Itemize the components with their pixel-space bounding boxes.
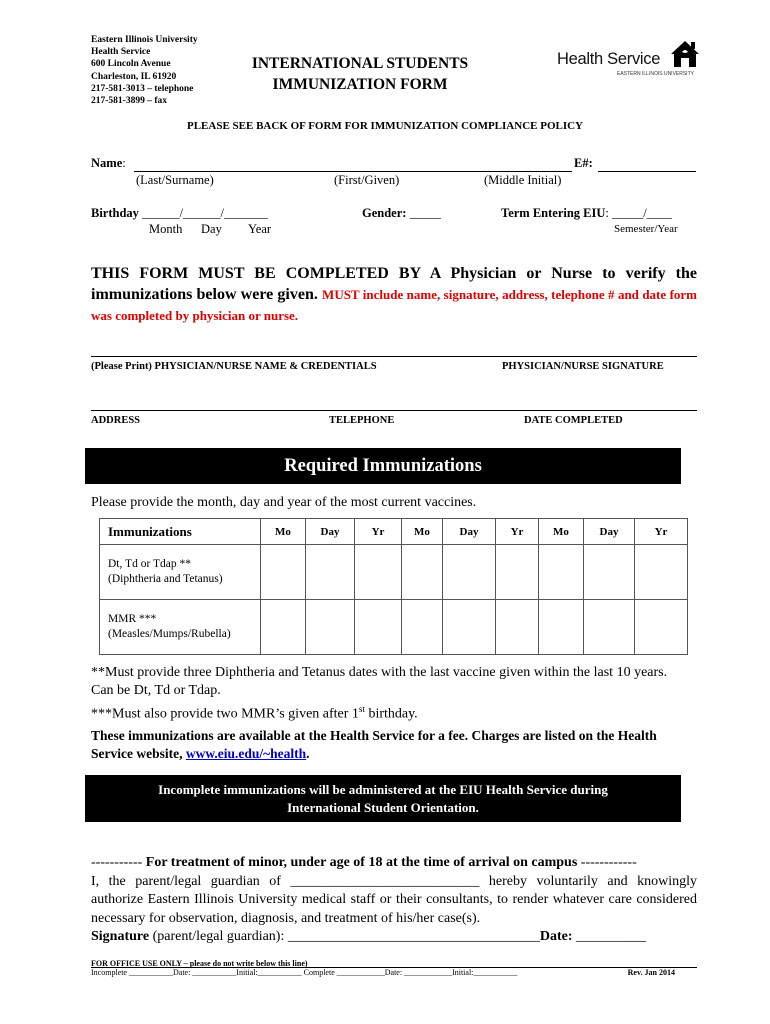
address-line: Eastern Illinois University (91, 35, 198, 45)
logo-text: Health Service (557, 50, 661, 68)
gender-label: Gender: (362, 206, 407, 220)
immunizations-header: Immunizations (100, 519, 261, 545)
address-line: 600 Lincoln Avenue (91, 59, 171, 70)
completion-statement (91, 263, 697, 326)
birthday-blank: ______/______/_______ (142, 206, 268, 220)
date-cell[interactable] (402, 545, 443, 600)
mmr-label: MMR *** (Measles/Mumps/Rubella) (100, 600, 261, 655)
availability-note: These immunizations are available at the Health Service for a fee. Charges are listed on the Health Service website, www.eiu.edu/~health. (91, 728, 657, 761)
date-cell[interactable] (306, 600, 355, 655)
term-field[interactable] (501, 206, 672, 221)
mmr-note: ***Must also provide two MMR’s given after 1st birthday. (91, 704, 418, 722)
immunization-table (99, 518, 688, 655)
date-cell[interactable] (635, 600, 688, 655)
date-cell[interactable] (261, 545, 306, 600)
date-cell[interactable] (496, 600, 539, 655)
gender-blank: _____ (409, 206, 441, 220)
birthday-label: Birthday (91, 206, 139, 220)
table-header-row (100, 519, 688, 545)
column-header: Yr (496, 519, 539, 545)
month-caption: Month (149, 222, 183, 236)
completion-bold-text: THIS FORM MUST BE COMPLETED BY A Physician or Nurse to verify the immunizations below were given. (91, 265, 697, 303)
date-cell[interactable] (539, 600, 584, 655)
name-field[interactable] (134, 171, 572, 172)
address-telephone-date-line[interactable] (91, 410, 697, 411)
compliance-notice: PLEASE SEE BACK OF FORM FOR IMMUNIZATION COMPLIANCE POLICY (186, 120, 584, 132)
date-cell[interactable] (261, 600, 306, 655)
column-header: Mo (261, 519, 306, 545)
date-cell[interactable] (443, 545, 496, 600)
column-header: Day (443, 519, 496, 545)
year-caption: Year (248, 222, 272, 236)
last-name-caption: (Last/Surname) (136, 173, 214, 187)
column-header: Day (306, 519, 355, 545)
physician-signature-caption: PHYSICIAN/NURSE SIGNATURE (502, 361, 664, 372)
address-line: Charleston, IL 61920 (91, 71, 177, 82)
office-use-section (91, 959, 697, 977)
minor-heading: ----------- For treatment of minor, under age of 18 at the time of arrival on campus ------------ (91, 855, 637, 870)
minor-consent-section (91, 854, 697, 947)
date-cell[interactable] (539, 545, 584, 600)
gender-field[interactable] (362, 206, 441, 221)
date-cell[interactable] (443, 600, 496, 655)
address-line: Health Service (91, 47, 151, 58)
address-caption: ADDRESS (91, 415, 141, 426)
column-header: Yr (355, 519, 402, 545)
office-use-heading: FOR OFFICE USE ONLY – please do not write below this line) (91, 959, 308, 968)
column-header: Mo (402, 519, 443, 545)
table-row (100, 545, 688, 600)
date-cell[interactable] (355, 600, 402, 655)
diphtheria-note: **Must provide three Diphtheria and Tetanus dates with the last vaccine given within the last 10 years. Can be Dt, Td or Tdap. (91, 665, 668, 698)
telephone-caption: TELEPHONE (329, 415, 395, 426)
column-header: Yr (635, 519, 688, 545)
revision-date: Rev. Jan 2014 (627, 968, 675, 977)
office-use-line: Incomplete ___________Date: ___________Initial:___________ Complete ____________Date: ____________Initial:___________ Rev. Jan 2014 (91, 968, 675, 977)
required-immunizations-heading: Required Immunizations (85, 448, 681, 484)
address-line: 217-581-3899 – fax (91, 96, 167, 107)
health-service-logo (557, 38, 702, 80)
birthday-field[interactable] (91, 206, 268, 221)
logo-subtitle: EASTERN ILLINOIS UNIVERSITY (617, 71, 694, 77)
date-completed-caption: DATE COMPLETED (524, 415, 623, 426)
vaccine-instructions: Please provide the month, day and year of the most current vaccines. (91, 495, 477, 510)
vaccine-notes (91, 664, 691, 724)
term-label: Term Entering EIU (501, 206, 606, 220)
middle-initial-caption: (Middle Initial) (484, 173, 562, 187)
completion-red-text: MUST include name, signature, address, telephone # and date form was completed by physician or nurse. (91, 287, 697, 323)
date-cell[interactable] (635, 545, 688, 600)
address-line: 217-581-3013 – telephone (91, 83, 194, 94)
column-header: Day (584, 519, 635, 545)
term-blank: : _____/____ (605, 206, 672, 220)
table-row (100, 600, 688, 655)
date-cell[interactable] (306, 545, 355, 600)
incomplete-immunizations-banner: Incomplete immunizations will be administered at the EIU Health Service during International Student Orientation. (85, 775, 681, 822)
day-caption: Day (201, 222, 222, 236)
date-cell[interactable] (584, 545, 635, 600)
guardian-signature-line[interactable]: Signature (parent/legal guardian): ____________________________________Date: __________ (91, 929, 647, 944)
dt-td-tdap-label: Dt, Td or Tdap ** (Diphtheria and Tetanus) (100, 545, 261, 600)
minor-consent-text[interactable]: I, the parent/legal guardian of ___________________________ hereby voluntarily and knowingly authorize Eastern Illinois University medical staff or their consultants, to render whatever care considered necessary for observation, diagnosis, and treatment of his/her case(s). (91, 873, 697, 926)
clinic-address (91, 34, 198, 107)
health-website-link[interactable]: www.eiu.edu/~health (185, 746, 307, 761)
title-line-1: INTERNATIONAL STUDENTS (251, 55, 469, 72)
e-number-label: E#: (574, 156, 593, 170)
form-title (250, 53, 470, 95)
semester-year-caption: Semester/Year (614, 223, 678, 235)
column-header: Mo (539, 519, 584, 545)
physician-name-caption: (Please Print) PHYSICIAN/NURSE NAME & CREDENTIALS (91, 361, 377, 372)
physician-name-signature-line[interactable] (91, 356, 697, 357)
e-number-field[interactable] (598, 171, 696, 172)
date-cell[interactable] (355, 545, 402, 600)
date-cell[interactable] (584, 600, 635, 655)
first-name-caption: (First/Given) (334, 173, 400, 187)
date-cell[interactable] (496, 545, 539, 600)
name-label: Name: (91, 156, 126, 170)
title-line-2: IMMUNIZATION FORM (272, 76, 448, 93)
house-logo-icon (669, 38, 701, 68)
date-cell[interactable] (402, 600, 443, 655)
